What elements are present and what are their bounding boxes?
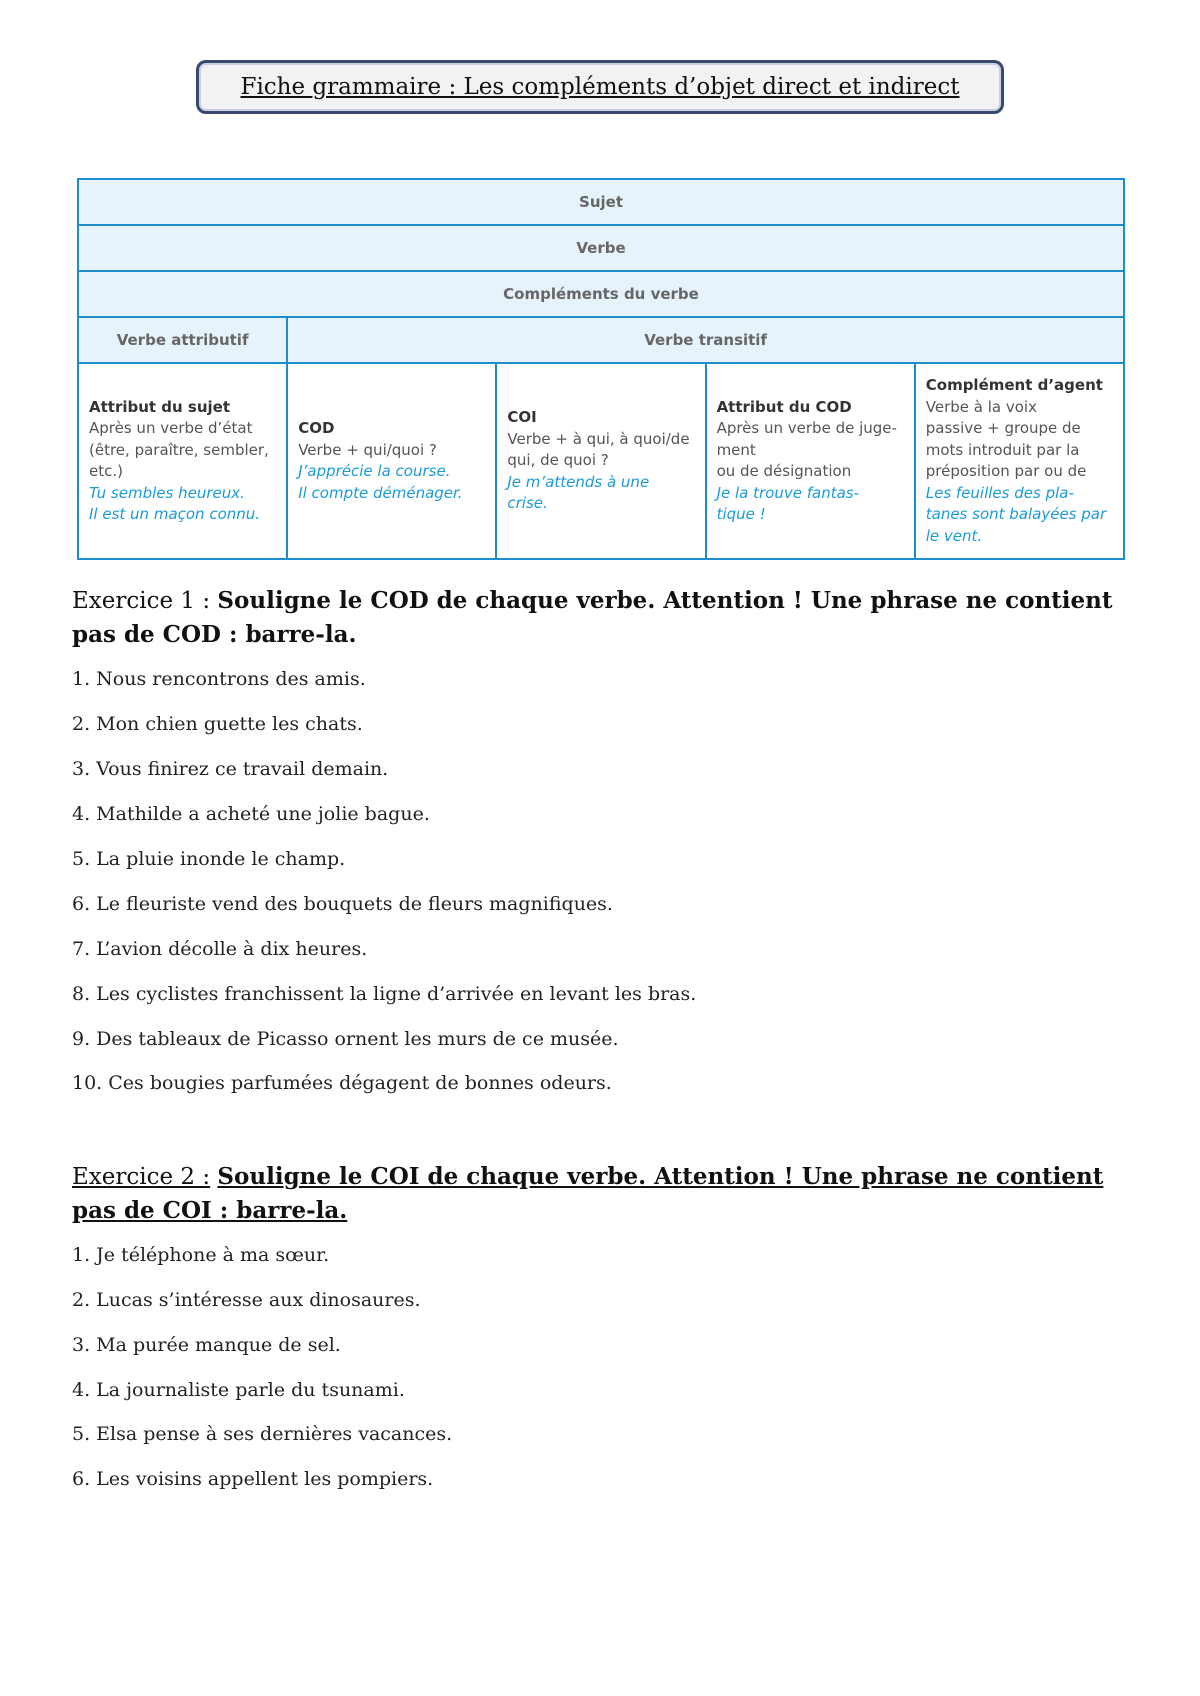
exercise2-sentence: 5. Elsa pense à ses dernières vacances.	[72, 1423, 453, 1445]
exercise2-sentence: 1. Je téléphone à ma sœur.	[72, 1244, 330, 1266]
exercise1-sentence: 3. Vous finirez ce travail demain.	[72, 758, 389, 780]
exercise1-heading: Exercice 1 : Souligne le COD de chaque verbe. Attention ! Une phrase ne contient pas de COD : barre-la.	[72, 587, 1113, 648]
grammar-table	[77, 178, 1125, 560]
exercise2-sentence: 6. Les voisins appellent les pompiers.	[72, 1468, 434, 1490]
exercise2-sentence: 3. Ma purée manque de sel.	[72, 1334, 341, 1356]
exercise2-sentence: 2. Lucas s’intéresse aux dinosaures.	[72, 1289, 421, 1311]
exercise1-sentence: 6. Le fleuriste vend des bouquets de fleurs magnifiques.	[72, 893, 613, 915]
exercise1-sentence: 10. Ces bougies parfumées dégagent de bonnes odeurs.	[72, 1072, 612, 1094]
header-verbe-attributif: Verbe attributif	[78, 317, 287, 363]
exercise1-sentence: 7. L’avion décolle à dix heures.	[72, 938, 368, 960]
cell-attribut-cod: Attribut du COD Après un verbe de juge- ment ou de désignation Je la trouve fantas- tique !	[706, 363, 915, 559]
cell-cod: COD Verbe + qui/quoi ? J’apprécie la course. Il compte déménager.	[287, 363, 496, 559]
cell-attribut-sujet: Attribut du sujet Après un verbe d’état (être, paraître, sembler, etc.) Tu sembles heureux. Il est un maçon connu.	[78, 363, 287, 559]
page-title: Fiche grammaire : Les compléments d’objet direct et indirect	[240, 74, 960, 100]
exercise1-sentence: 1. Nous rencontrons des amis.	[72, 668, 366, 690]
exercise1-sentence: 4. Mathilde a acheté une jolie bague.	[72, 803, 430, 825]
header-verbe-transitif: Verbe transitif	[287, 317, 1124, 363]
exercise2-heading: Exercice 2 : Souligne le COI de chaque verbe. Attention ! Une phrase ne contient pas de COI : barre-la.	[72, 1163, 1104, 1224]
page-title-box	[196, 60, 1004, 114]
row-complements: Compléments du verbe	[78, 271, 1124, 317]
cell-coi: COI Verbe + à qui, à quoi/de qui, de quoi ? Je m’attends à une crise.	[496, 363, 705, 559]
exercise2-sentence: 4. La journaliste parle du tsunami.	[72, 1379, 405, 1401]
exercise1-sentence: 5. La pluie inonde le champ.	[72, 848, 346, 870]
exercise1-sentence: 9. Des tableaux de Picasso ornent les murs de ce musée.	[72, 1028, 619, 1050]
exercise1-sentence: 8. Les cyclistes franchissent la ligne d’arrivée en levant les bras.	[72, 983, 697, 1005]
cell-complement-agent: Complément d’agent Verbe à la voix passive + groupe de mots introduit par la préposition par ou de Les feuilles des pla- tanes sont balayées par le vent.	[915, 363, 1124, 559]
row-verbe: Verbe	[78, 225, 1124, 271]
exercise1-sentence: 2. Mon chien guette les chats.	[72, 713, 363, 735]
row-sujet: Sujet	[78, 179, 1124, 225]
